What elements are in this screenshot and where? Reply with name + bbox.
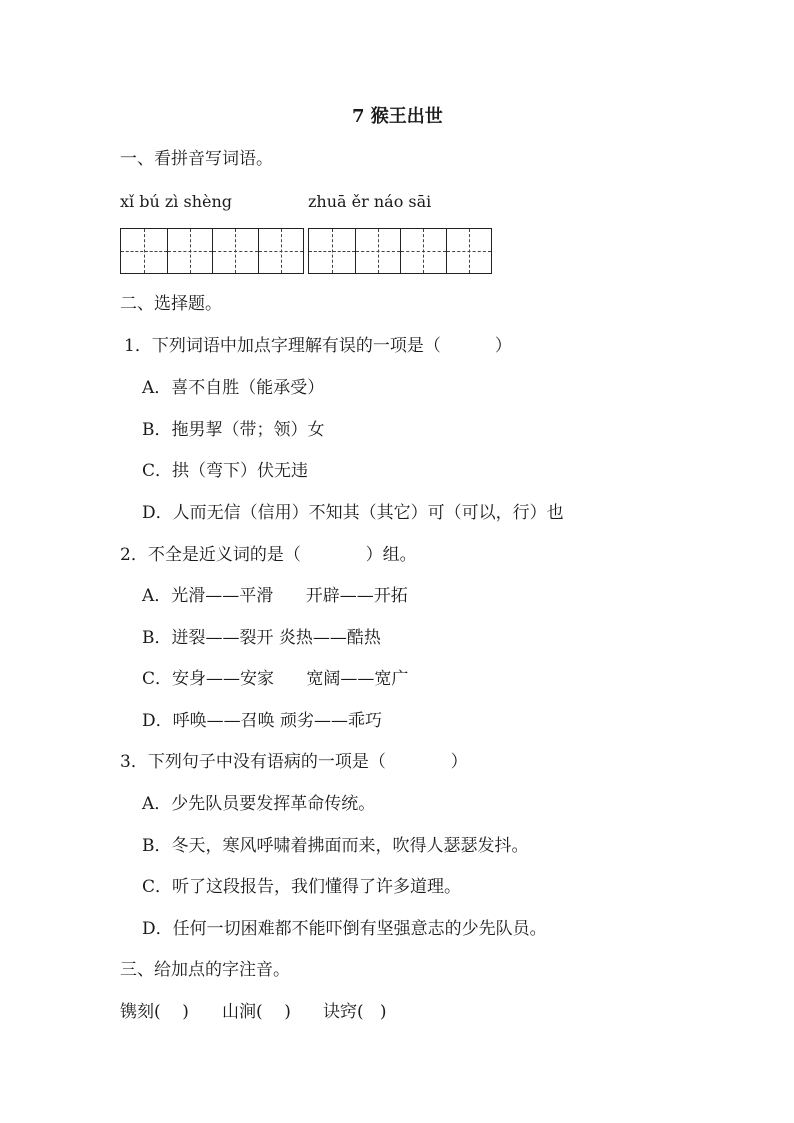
question-1-option-a[interactable]: A．喜不自胜（能承受） [142,378,325,398]
question-2-option-b[interactable]: B．迸裂——裂开 炎热——酷热 [142,628,381,648]
section-1-heading: 一、看拼音写词语。 [120,149,273,169]
question-3-option-a[interactable]: A．少先队员要发挥革命传统。 [142,794,376,814]
annotation-item-3[interactable]: 诀窍( ) [323,1002,387,1022]
pinyin-word-2: zhuā ěr náo sāi [308,192,432,211]
grid-cell[interactable] [400,229,446,273]
writing-grid-1[interactable] [120,228,304,274]
pinyin-word-1: xǐ bú zì shèng [120,192,233,211]
question-2-option-c[interactable]: C．安身——安家 宽阔——宽广 [142,669,409,689]
grid-cell[interactable] [355,229,401,273]
section-3-heading: 三、给加点的字注音。 [120,960,290,980]
grid-cell[interactable] [167,229,213,273]
grid-cell[interactable] [309,229,355,273]
question-1-option-c[interactable]: C．拱（弯下）伏无违 [142,461,309,481]
question-3-stem: 3．下列句子中没有语病的一项是（ ） [120,752,468,772]
grid-cell[interactable] [121,229,167,273]
question-3-option-c[interactable]: C．听了这段报告，我们懂得了许多道理。 [142,877,462,897]
question-1-option-b[interactable]: B．拖男挈（带；领）女 [142,420,325,440]
question-3-option-d[interactable]: D．任何一切困难都不能吓倒有坚强意志的少先队员。 [142,919,547,939]
question-3-option-b[interactable]: B．冬天，寒风呼啸着拂面而来，吹得人瑟瑟发抖。 [142,836,529,856]
grid-cell[interactable] [258,229,304,273]
section-2-heading: 二、选择题。 [120,294,222,314]
question-1-stem: 1．下列词语中加点字理解有误的一项是（ ） [124,336,512,356]
page-title: 7 猴王出世 [352,106,443,127]
grid-cell[interactable] [212,229,258,273]
question-2-option-a[interactable]: A．光滑——平滑 开辟——开拓 [142,586,408,606]
question-2-stem: 2．不全是近义词的是（ ）组。 [120,545,417,565]
grid-cell[interactable] [446,229,492,273]
question-2-option-d[interactable]: D．呼唤——召唤 顽劣——乖巧 [142,711,383,731]
annotation-item-1[interactable]: 镌刻( ) [120,1002,189,1022]
writing-grid-2[interactable] [308,228,492,274]
question-1-option-d[interactable]: D．人而无信（信用）不知其（其它）可（可以，行）也 [142,503,564,523]
annotation-item-2[interactable]: 山涧( ) [222,1002,291,1022]
